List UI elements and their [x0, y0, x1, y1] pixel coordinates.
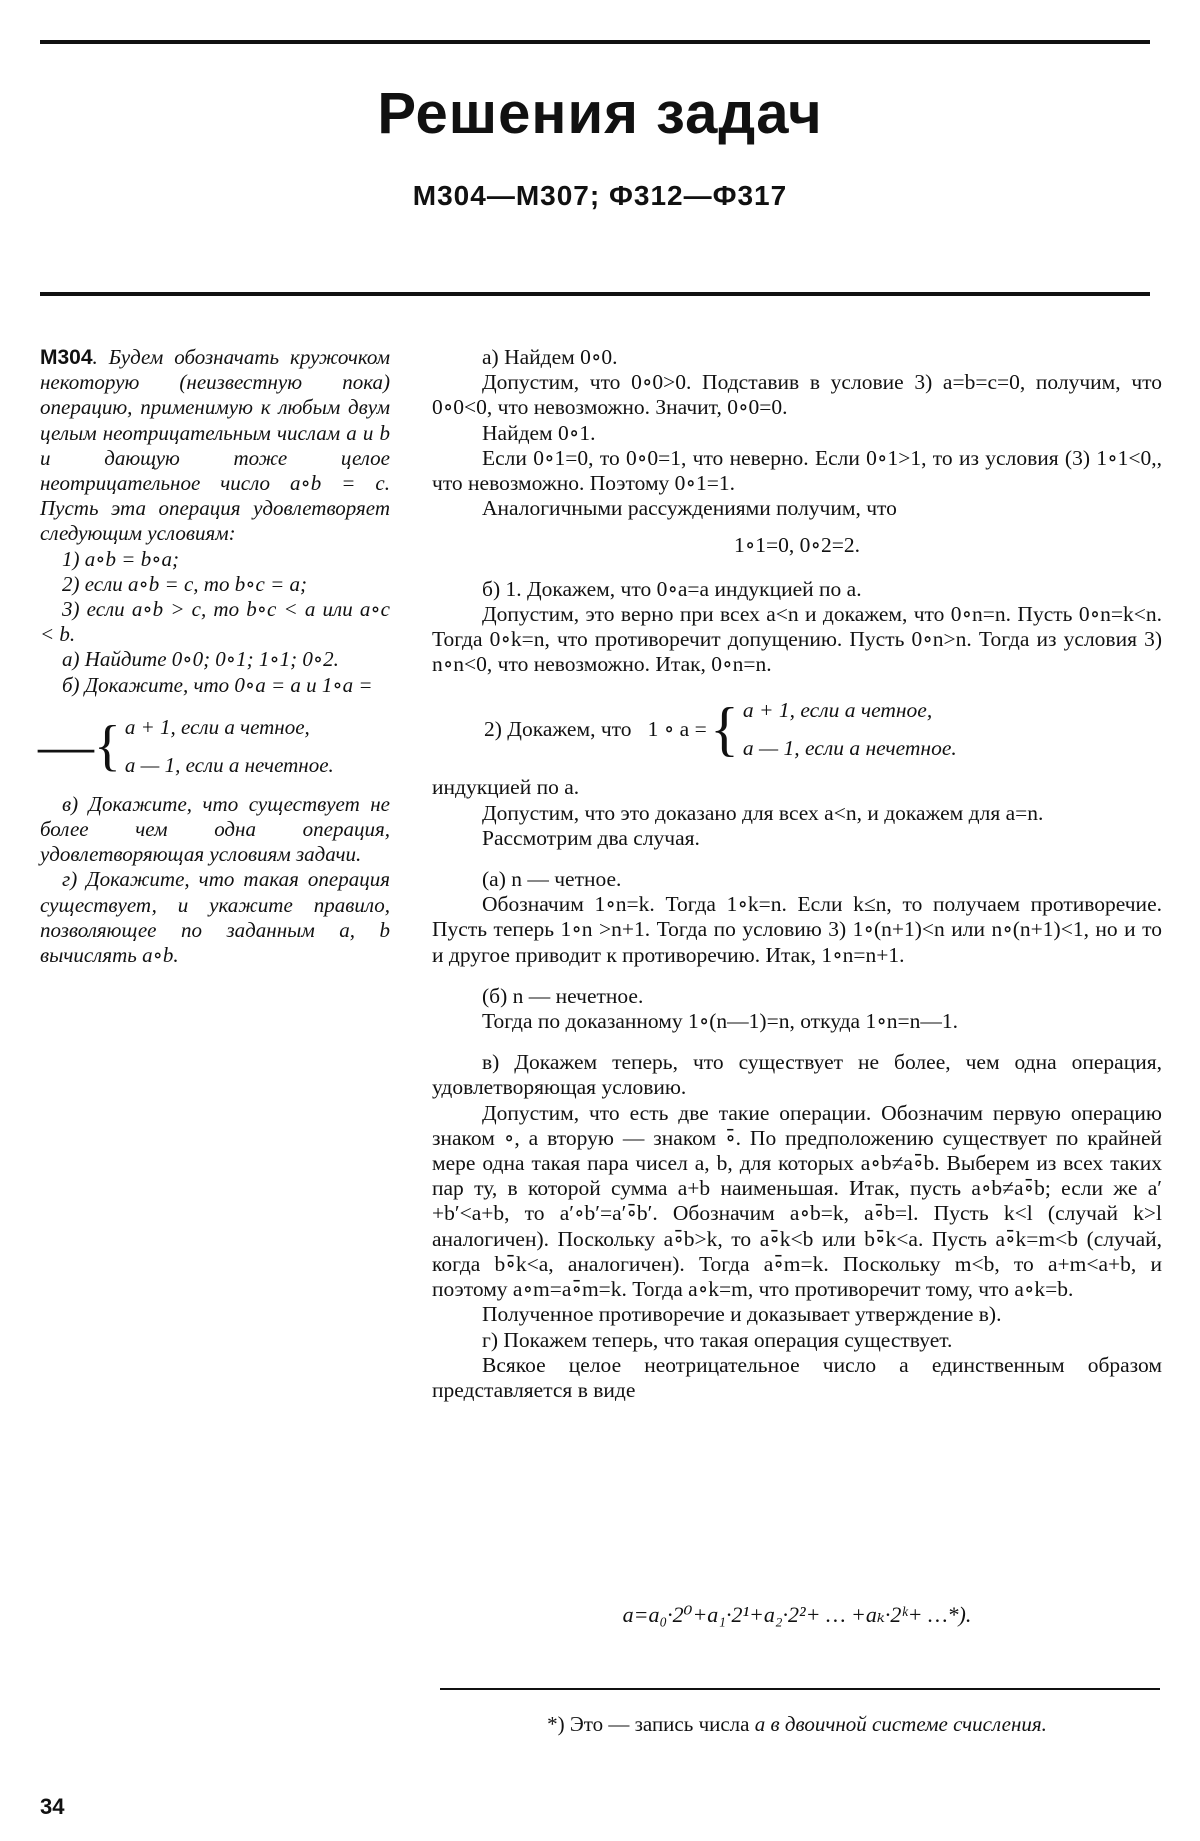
left-brace-icon: —{ — [38, 714, 121, 777]
condition-1: 1) a∘b = b∘a; — [62, 546, 179, 571]
section-rule — [40, 292, 1150, 296]
condition-2: 2) если a∘b = c, то b∘c = a; — [62, 571, 307, 596]
solution-b-text-1: Допустим, это верно при всех a<n и докажем, что 0∘n=n. Пусть 0∘n=k<n. Тогда 0∘k=n, что противоречит допущению. Пусть 0∘n>n. Тогда из условия 3) n∘n<0, что невозможно. Итак, 0∘n=n. — [432, 601, 1162, 677]
footnote-text: a в двоичной системе счисления. — [754, 1712, 1047, 1736]
solution-b-text-3: Допустим, что это доказано для всех a<n, и докажем для a=n. — [482, 800, 1044, 825]
top-rule — [40, 40, 1150, 44]
footnote — [432, 1712, 1162, 1737]
question-b-cases — [40, 708, 390, 784]
solution-a-text-1: Допустим, что 0∘0>0. Подставив в условие 3) a=b=c=0, получим, что 0∘0<0, что невозможно. Значит, 0∘0=0. — [432, 370, 1162, 420]
case-even-text: Обозначим 1∘n=k. Тогда 1∘k=n. Если k≤n, то получаем противоречие. Пусть теперь 1∘n >n+1. Тогда по условию 3) 1∘(n+1)<n или n∘(n+1)<1, но и то и другое приводит к противоречию. Итак, 1∘n=n+1. — [432, 892, 1162, 967]
problem-label: М304 — [40, 346, 93, 369]
page-number: 34 — [40, 1794, 65, 1819]
solution-a-heading: а) Найдем 0∘0. — [482, 345, 618, 369]
solution-b-claim — [484, 691, 1162, 767]
condition-3: 3) если a∘b > c, то b∘c < a или a∘c < b. — [40, 597, 390, 647]
claim-case-odd: a — 1, если a нечетное. — [742, 736, 957, 761]
page-title: Решения задач — [377, 81, 823, 146]
problem-statement-column — [40, 345, 390, 968]
problem-intro — [40, 345, 390, 547]
case-odd-heading: (б) n — нечетное. — [482, 983, 644, 1008]
solution-a-text-2: Если 0∘1=0, то 0∘0=1, что неверно. Если 0∘1>1, то из условия (3) 1∘1<0,, что невозможно. Поэтому 0∘1=1. — [432, 445, 1162, 496]
case-odd: a — 1, если a нечетное. — [124, 752, 334, 777]
case-odd-text: Тогда по доказанному 1∘(n—1)=n, откуда 1∘n=n—1. — [482, 1009, 959, 1034]
solution-c-conclusion: Полученное противоречие и доказывает утверждение в). — [482, 1302, 1002, 1327]
question-b: б) Докажите, что 0∘a = a и 1∘a = — [62, 672, 373, 697]
solution-a-heading-2: Найдем 0∘1. — [482, 420, 596, 445]
problem-text: . Будем обозначать кружочком некоторую (неизвестную пока) операцию, применимую к любым двум целым неотрицательным числам a и b и дающую тоже целое неотрицательное число a∘b = c. Пусть эта операция удовлетворяет следующим условиям: — [40, 345, 390, 546]
claim-lead: 2) Докажем, что 1 ∘ a = — [484, 716, 713, 741]
binary-formula: a=a₀·2⁰+a₁·2¹+a₂·2²+ … +aₖ·2ᵏ+ …*). — [622, 1602, 972, 1627]
solution-d-text: Всякое целое неотрицательное число a единственным образом представляется в виде — [432, 1352, 1162, 1402]
solution-a-text-3: Аналогичными рассуждениями получим, что — [482, 496, 897, 521]
solution-b-heading: б) 1. Докажем, что 0∘a=a индукцией по a. — [482, 576, 862, 601]
cases-list — [125, 708, 334, 784]
solution-b-text-2: индукцией по a. — [432, 775, 580, 800]
claim-cases — [743, 691, 957, 767]
footnote-rule — [440, 1688, 1160, 1690]
case-even-heading: (а) n — четное. — [482, 867, 622, 892]
solution-b-text-4: Рассмотрим два случая. — [482, 825, 700, 850]
claim-case-even: a + 1, если a четное, — [742, 698, 933, 723]
question-d: г) Докажите, что такая операция существует, и укажите правило, позволяющее по заданным a, b вычислять a∘b. — [40, 867, 390, 968]
solution-d-heading: г) Покажем теперь, что такая операция существует. — [482, 1327, 953, 1352]
footnote-mark: *) Это — запись числа — [547, 1712, 755, 1736]
solution-a-result: 1∘1=0, 0∘2=2. — [734, 533, 860, 558]
question-c: в) Докажите, что существует не более чем одна операция, удовлетворяющая условиям задачи. — [40, 791, 390, 867]
solution-column — [432, 345, 1162, 1403]
case-even: a + 1, если a четное, — [124, 714, 310, 739]
solution-c-text: Допустим, что есть две такие операции. Обозначим первую операцию знаком ∘, а вторую — знаком ∘̄. По предположению существует по крайней мере одна такая пара чисел a, b, для которых a∘b≠a∘̄b. Выберем из всех таких пар ту, в которой сумма a+b наименьшая. Итак, пусть a∘b≠a∘̄b; если же a′+b′<a+b, то a′∘b′=a′∘̄b′. Обозначим a∘b=k, a∘̄b=l. Пусть k<l (случай k>l аналогичен). Поскольку a∘̄b>k, то a∘̄k<b или b∘̄k<a. Пусть a∘̄k=m<b (случай, когда b∘̄k<a, аналогичен). Тогда a∘̄m=k. Поскольку m<b, то a+m<a+b, и поэтому a∘m=a∘̄m=k. Тогда a∘k=m, что противоречит тому, что a∘k=b. — [432, 1100, 1162, 1302]
solution-c-heading: в) Докажем теперь, что существует не более, чем одна операция, удовлетворяющая условию. — [432, 1050, 1162, 1100]
question-a: а) Найдите 0∘0; 0∘1; 1∘1; 0∘2. — [62, 647, 339, 672]
left-brace-icon: { — [710, 696, 739, 763]
page-subtitle: М304—М307; Ф312—Ф317 — [412, 180, 788, 211]
